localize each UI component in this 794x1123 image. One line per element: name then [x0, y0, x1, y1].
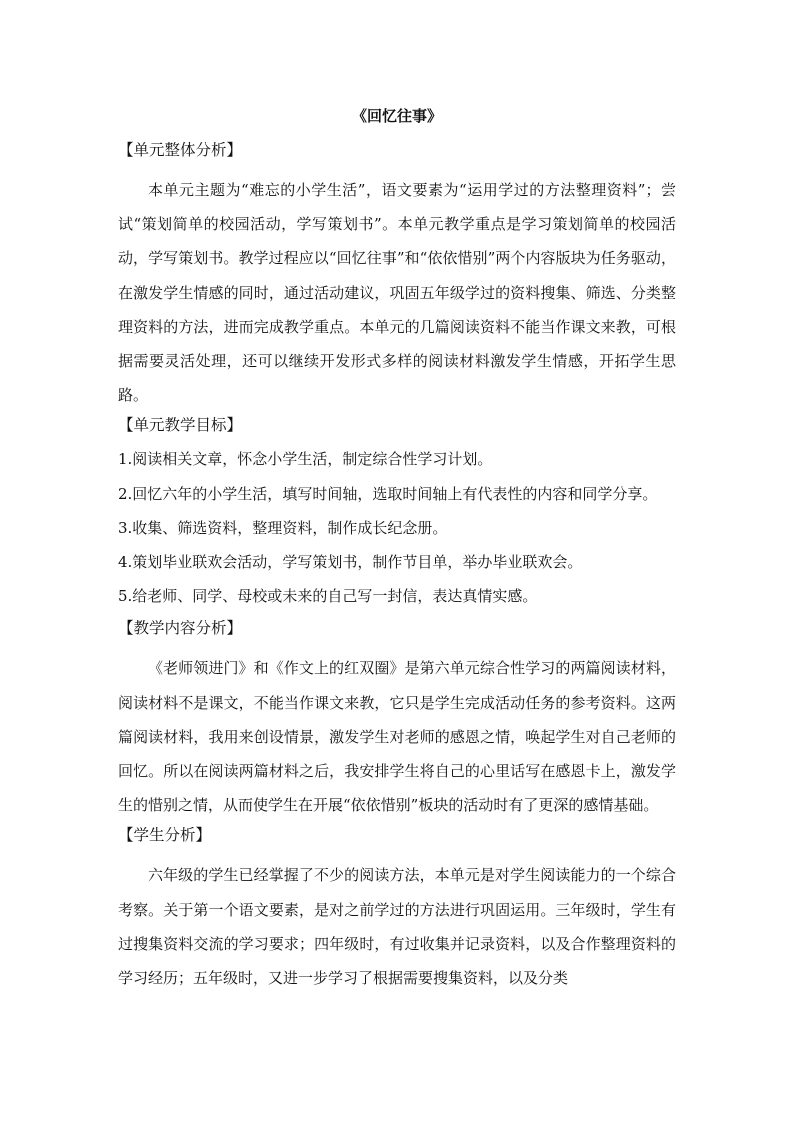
- list-item: 1.阅读相关文章，怀念小学生活，制定综合性学习计划。: [118, 450, 493, 469]
- section-unit-analysis: [118, 139, 676, 412]
- section-paragraph: 《老师领进门》和《作文上的红双圈》是第六单元综合性学习的两篇阅读材料，阅读材料不是课文，不能当作课文来教，它只是学生完成活动任务的参考资料。这两篇阅读材料，我用来创设情景，激发学生对老师的感恩之情，唤起学生对自己老师的回忆。所以在阅读两篇材料之后，我安排学生将自己的心里话写在感恩卡上，激发学生的惜别之情，从而使学生在开展“依依惜别”板块的活动时有了更深的感情基础。: [118, 659, 676, 815]
- section-unit-goals: [118, 414, 676, 613]
- list-item: 4.策划毕业联欢会活动，学写策划书，制作节目单，举办毕业联欢会。: [118, 553, 583, 572]
- goal-list: [118, 442, 676, 613]
- section-paragraph: 本单元主题为“难忘的小学生活”，语文要素为“运用学过的方法整理资料”；尝试“策划简单的校园活动，学写策划书”。本单元教学重点是学习策划简单的校园活动，学写策划书。教学过程应以“回忆往事”和“依依惜别”两个内容版块为任务驱动，在激发学生情感的同时，通过活动建议，巩固五年级学过的资料搜集、筛选、分类整理资料的方法，进而完成教学重点。本单元的几篇阅读资料不能当作课文来教，可根据需要灵活处理，还可以继续开发形式多样的阅读材料激发学生情感，开拓学生思路。: [118, 181, 676, 405]
- document-title: 《回忆往事》: [351, 107, 442, 125]
- section-heading: 【学生分析】: [118, 826, 212, 845]
- section-paragraph: 六年级的学生已经掌握了不少的阅读方法，本单元是对学生阅读能力的一个综合考察。关于第一个语文要素，是对之前学过的方法进行巩固运用。三年级时，学生有过搜集资料交流的学习要求；四年级时，有过收集并记录资料，以及合作整理资料的学习经历；五年级时，又进一步学习了根据需要搜集资料，以及分类: [118, 866, 676, 988]
- section-heading: 【教学内容分析】: [118, 619, 243, 638]
- section-student-analysis: [118, 824, 676, 995]
- section-heading: 【单元整体分析】: [118, 141, 243, 159]
- list-item: 3.收集、筛选资料，整理资料，制作成长纪念册。: [118, 518, 448, 537]
- section-heading: 【单元教学目标】: [118, 416, 243, 435]
- section-content-analysis: [118, 617, 676, 822]
- list-item: 5.给老师、同学、母校或未来的自己写一封信，表达真情实感。: [118, 587, 538, 606]
- list-item: 2.回忆六年的小学生活，填写时间轴，选取时间轴上有代表性的内容和同学分享。: [118, 484, 658, 503]
